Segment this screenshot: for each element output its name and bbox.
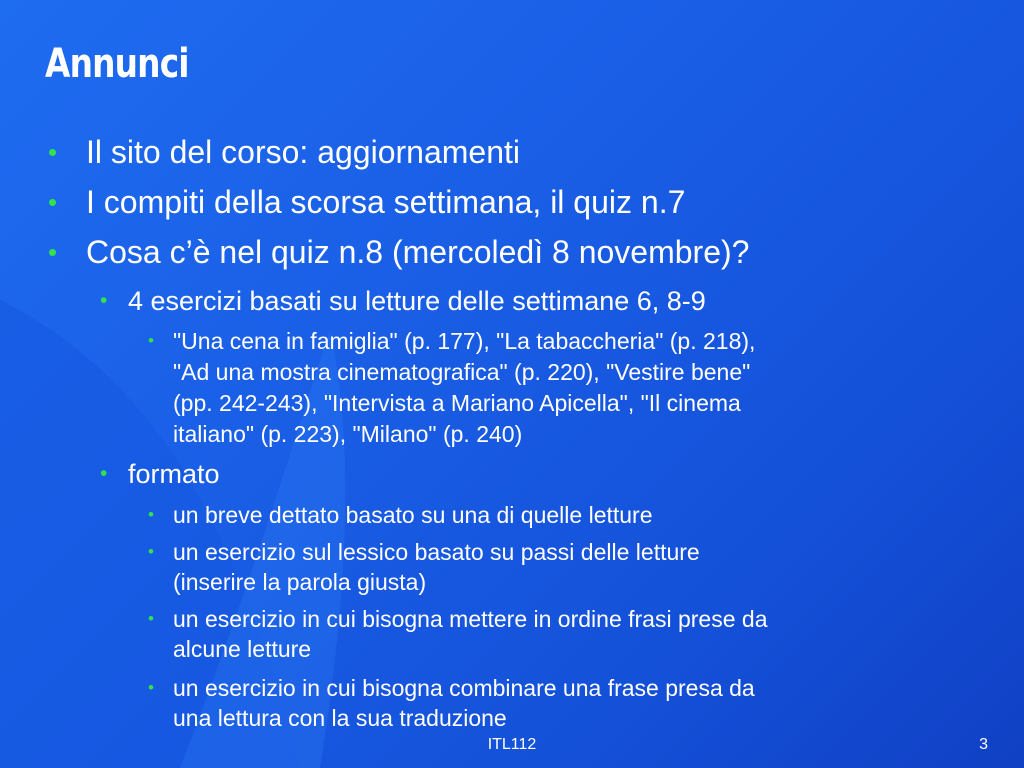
format-item [148, 538, 700, 566]
bullet-item [48, 133, 520, 171]
bullet-icon: • [148, 609, 154, 628]
bullet-icon: • [48, 137, 58, 167]
format-item [148, 605, 768, 633]
sub-bullet-item [100, 458, 220, 490]
detail-line: "Ad una mostra cinematografica" (p. 220), "Vestire bene" [173, 359, 751, 385]
slide-title: Annunci [45, 41, 189, 87]
course-code: ITL112 [487, 736, 537, 753]
slide-number: 3 [979, 736, 988, 753]
bullet-text: Cosa c’è nel quiz n.8 (mercoledì 8 novembre)? [86, 234, 750, 270]
bullet-icon: • [148, 331, 154, 350]
bullet-item [48, 183, 686, 221]
bullet-item [48, 233, 750, 271]
sub-bullet-text: 4 esercizi basati su letture delle settimane 6, 8-9 [128, 286, 706, 316]
detail-line: (pp. 242-243), "Intervista a Mariano Apicella", "Il cinema [173, 390, 741, 416]
bullet-icon: • [48, 237, 58, 267]
format-line: alcune letture [173, 636, 312, 662]
format-line: un breve dettato basato su una di quelle letture [173, 502, 653, 528]
bullet-icon: • [100, 289, 108, 312]
sub-bullet-item [100, 285, 706, 317]
footer-course [0, 736, 1024, 754]
detail-line: "Una cena in famiglia" (p. 177), "La tabaccheria" (p. 218), [173, 328, 756, 354]
detail-continuation [173, 389, 741, 417]
format-continuation [173, 568, 426, 596]
bullet-text: I compiti della scorsa settimana, il quiz n.7 [86, 184, 686, 220]
bullet-icon: • [148, 505, 154, 524]
format-item [148, 501, 653, 529]
bullet-icon: • [148, 542, 154, 561]
bullet-icon: • [100, 462, 108, 485]
format-continuation [173, 704, 507, 732]
detail-continuation [173, 420, 522, 448]
bullet-text: Il sito del corso: aggiornamenti [86, 134, 520, 170]
bullet-icon: • [48, 187, 58, 217]
sub-bullet-text: formato [128, 459, 220, 489]
format-line: una lettura con la sua traduzione [173, 705, 507, 731]
bullet-icon: • [148, 678, 154, 697]
detail-item [148, 327, 756, 355]
format-line: un esercizio sul lessico basato su passi delle letture [173, 539, 700, 565]
format-line: un esercizio in cui bisogna mettere in ordine frasi prese da [173, 606, 768, 632]
format-continuation [173, 635, 311, 663]
format-line: (inserire la parola giusta) [173, 569, 427, 595]
format-item [148, 674, 755, 702]
detail-line: italiano" (p. 223), "Milano" (p. 240) [173, 421, 523, 447]
format-line: un esercizio in cui bisogna combinare una frase presa da [173, 675, 755, 701]
detail-continuation [173, 358, 750, 386]
